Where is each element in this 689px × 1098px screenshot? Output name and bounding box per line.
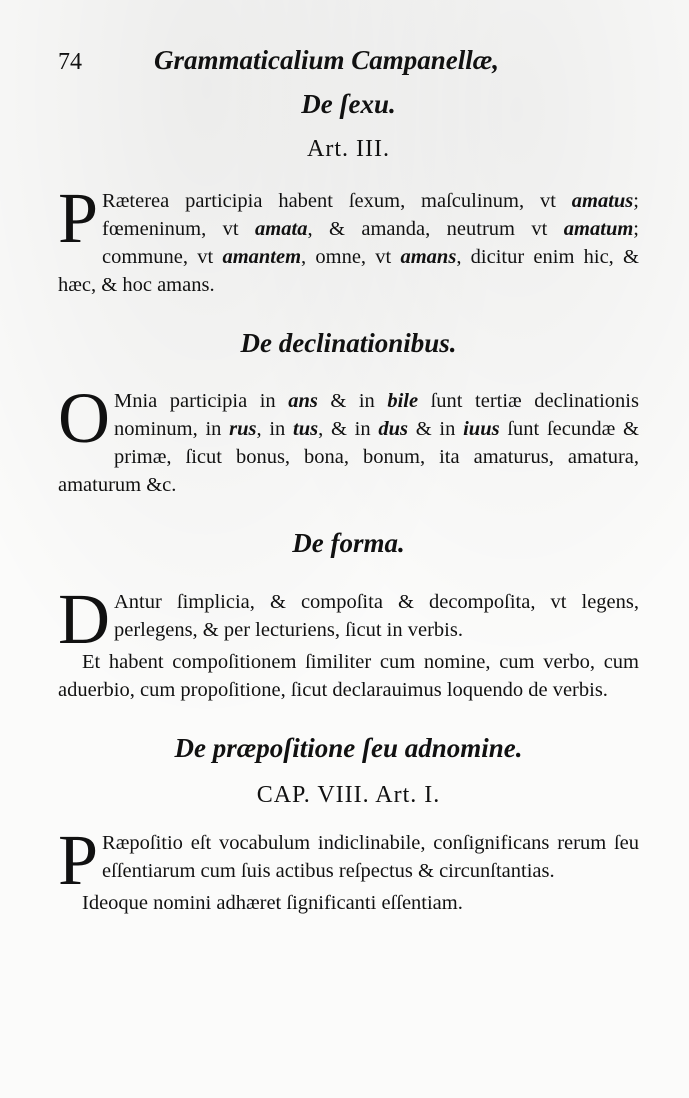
drop-cap: D <box>58 578 110 659</box>
running-title: Grammaticalium Campanellæ, <box>154 45 500 75</box>
paragraph-praepositione-1: P Ræpoſitio eſt vocabulum indiclinabile, conſignificans rerum ſeu eſſentiarum cum ſuis actibus reſpectus & circunſtantias. <box>58 820 639 901</box>
section-heading-sexu: De ſexu. <box>301 88 396 119</box>
paragraph-declinationibus: O Mnia participia in ans & in bile ſunt tertiæ declinationis nominum, in rus, in tus, & in dus & in iuus ſunt ſecundæ & primæ, ſicut bonus, bona, bonum, ita amaturus, amatura, amaturum &c. <box>58 378 639 497</box>
section-heading-declinationibus: De declinationibus. <box>240 328 457 359</box>
chapter-article-number: CAP. VIII. Art. I. <box>256 782 441 809</box>
section-heading-praepositione: De præpoſitione ſeu adnomine. <box>174 732 523 763</box>
article-number: Art. III. <box>307 136 390 163</box>
drop-cap: P <box>58 178 99 259</box>
paragraph-forma-2: Et habent compoſitionem ſimiliter cum nomine, cum verbo, cum aduerbio, cum propoſitione, ſicut declarauimus loquendo de verbis. <box>58 650 639 701</box>
page-number: 74 <box>58 49 82 75</box>
drop-cap: P <box>58 820 99 901</box>
paragraph-sexu: P Ræterea participia habent ſexum, maſculinum, vt amatus; fœmeninum, vt amata, & amanda, neutrum vt amatum; commune, vt amantem, omne, vt amans, dicitur enim hic, & hæc, & hoc amans. <box>58 178 639 297</box>
paragraph-forma-1: D Antur ſimplicia, & compoſita & decompoſita, vt legens, perlegens, & per lecturiens, ſicut in verbis. <box>58 578 639 659</box>
page-header <box>58 46 639 76</box>
paragraph-praepositione-2: Ideoque nomini adhæret ſignificanti eſſentiam. <box>82 892 463 915</box>
drop-cap: O <box>58 378 110 459</box>
section-heading-forma: De forma. <box>292 528 405 559</box>
